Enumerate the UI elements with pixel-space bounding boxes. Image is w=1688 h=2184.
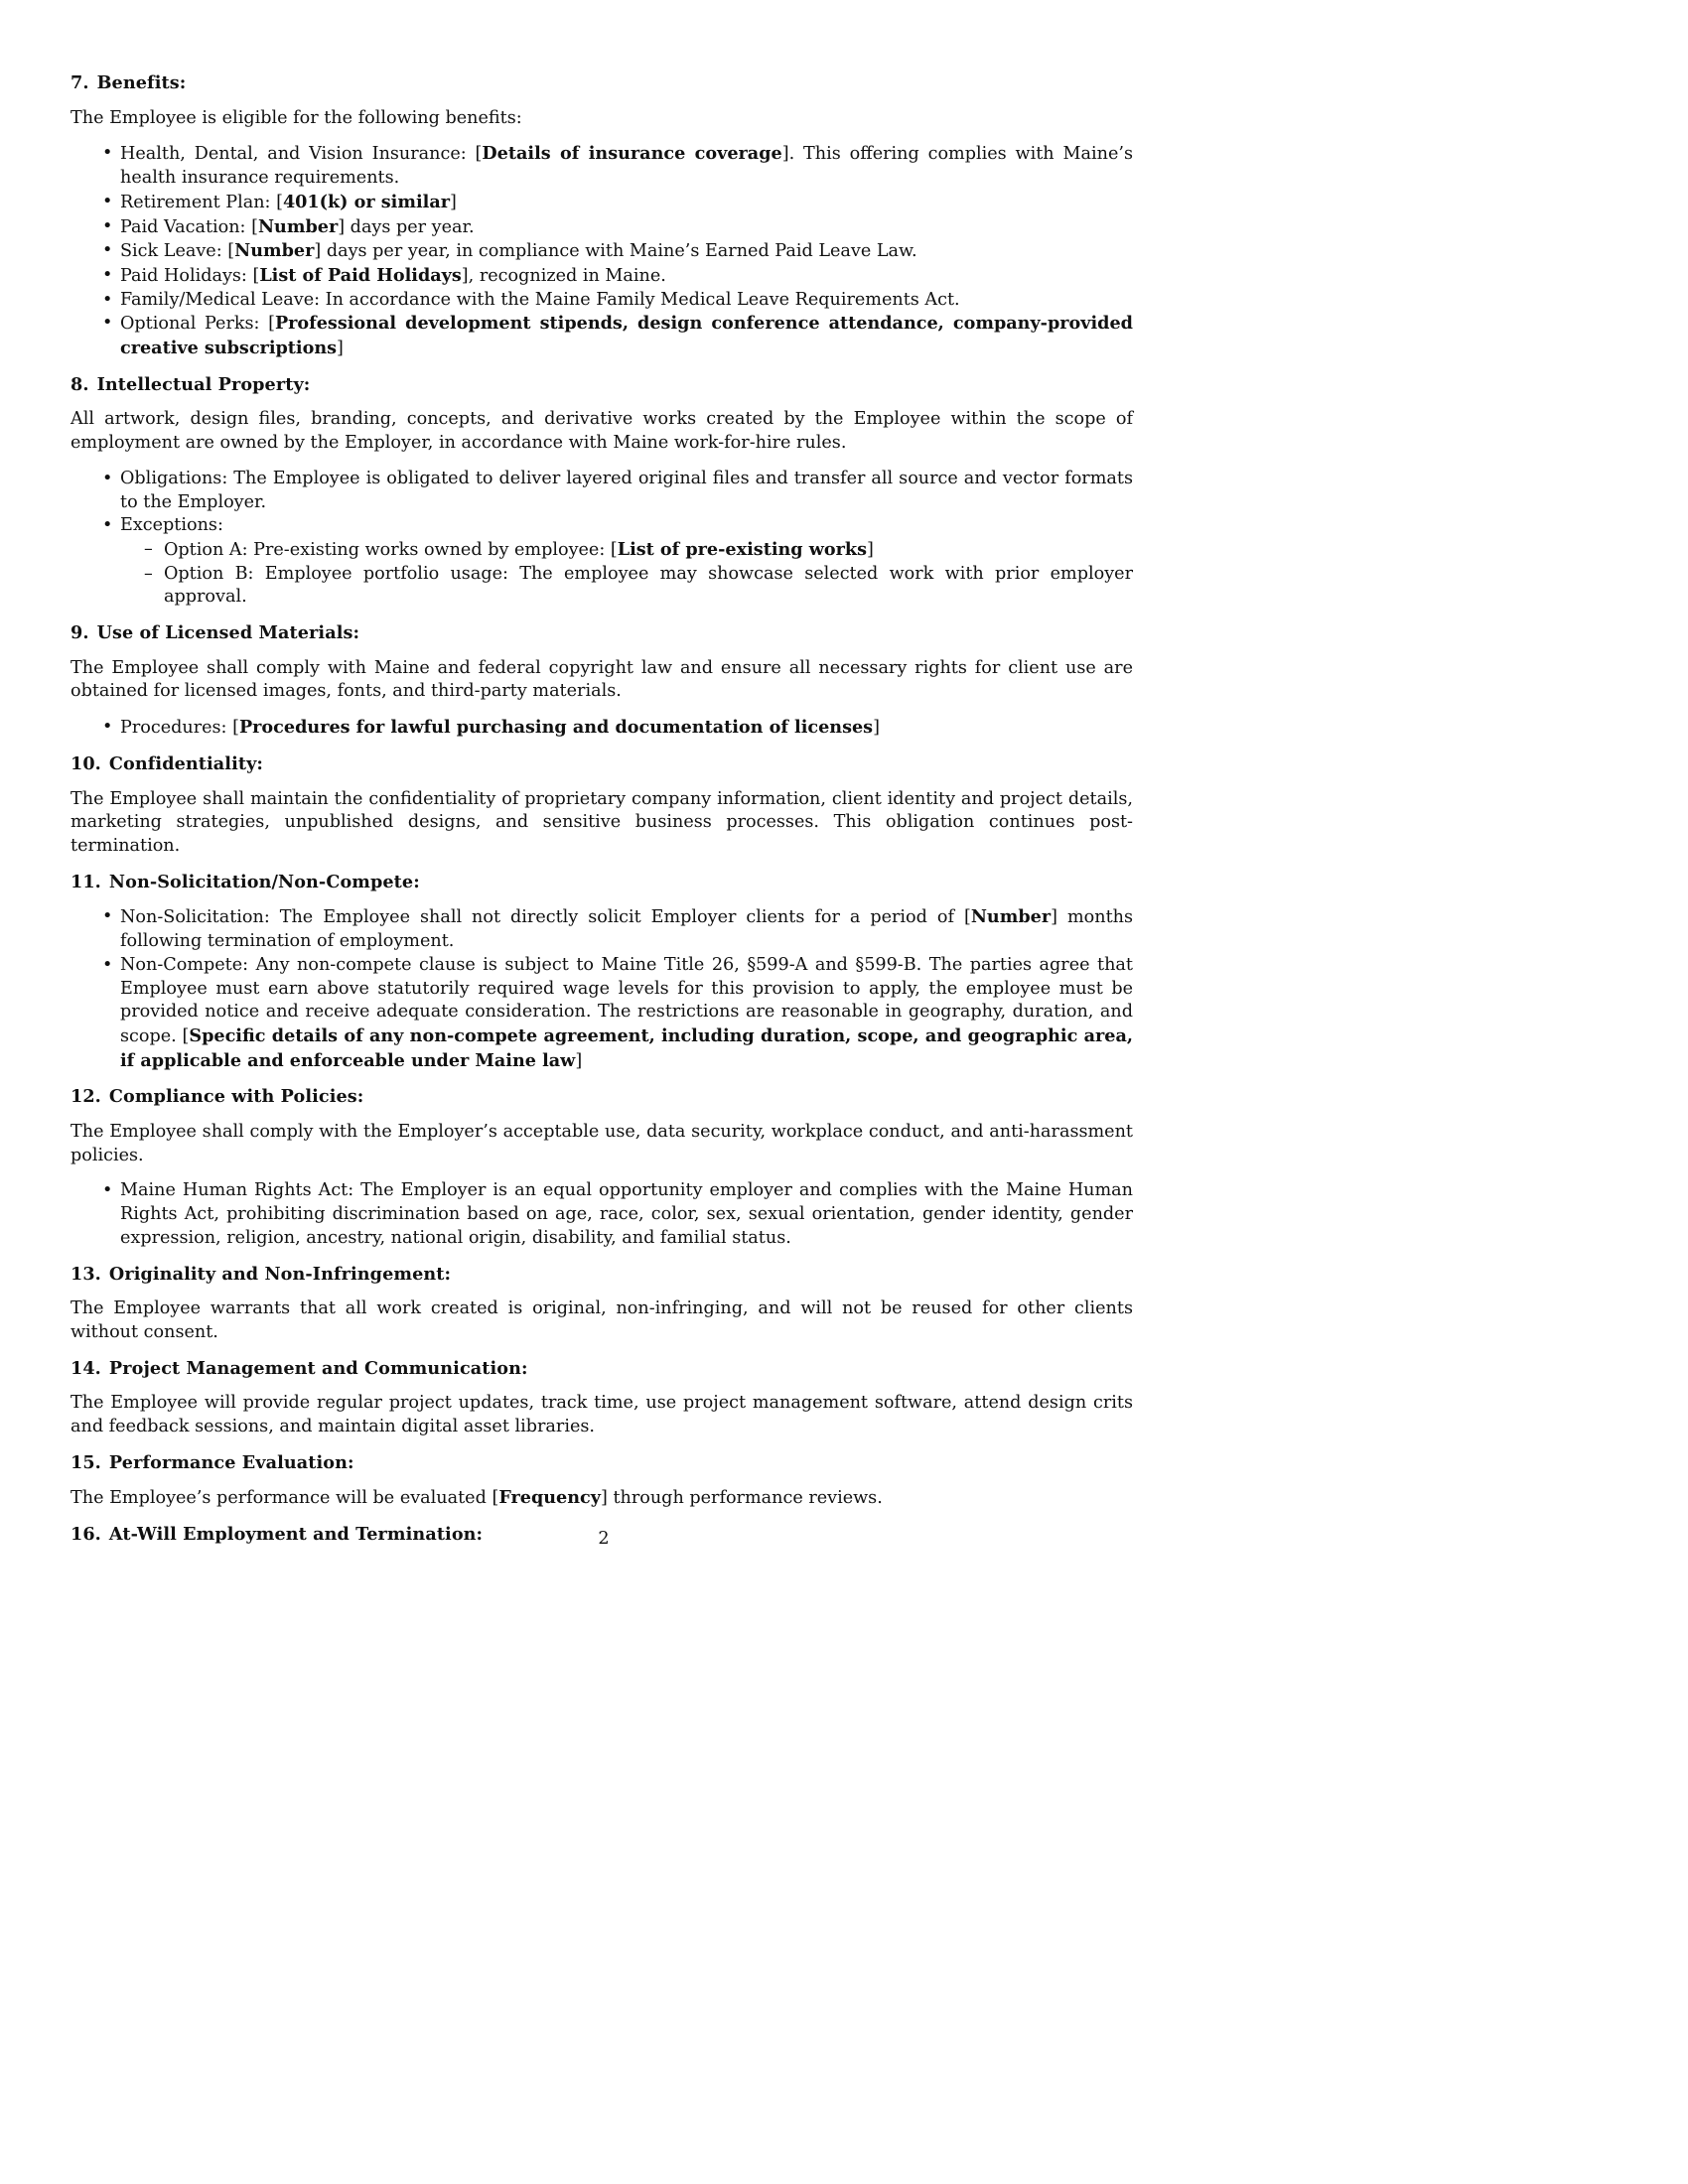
text-run: The Employee is eligible for the following benefits: [70,107,522,128]
paragraph [70,1486,1133,1511]
placeholder-text: Number [257,215,339,237]
placeholder-text: Specific details of any non-compete agreement, including duration, scope, and geographic area, if applicable and enforceable under Maine law [120,1024,1133,1071]
text-run: The Employee will provide regular project updates, track time, use project management software, attend design crits and feedback sessions, and maintain digital asset libraries. [70,1393,1133,1437]
placeholder-text: Number [234,240,315,262]
section-title: Performance Evaluation: [108,1451,354,1473]
section-heading [70,373,1133,397]
section-heading [70,621,1133,645]
text-run: Optional Perks: [ [120,314,275,335]
text-run: Family/Medical Leave: In accordance with the Maine Family Medical Leave Requirements Act. [120,289,960,310]
placeholder-text: Number [970,906,1052,928]
section-number: 10. [70,752,101,774]
bullet-list [70,142,1133,360]
section-heading [70,1357,1133,1381]
text-run: ] days per year, in compliance with Maine’s Earned Paid Leave Law. [314,241,917,262]
text-run: All artwork, design files, branding, concepts, and derivative works created by the Employee within the scope of employment are owned by the Employer, in accordance with Maine work-for-hire rules. [70,409,1133,454]
text-run: ] months following termination of employment. [120,907,1133,952]
text-run: ] [873,718,880,739]
list-item [70,312,1133,360]
text-run: ]. This offering complies with Maine’s health insurance requirements. [120,144,1133,189]
list-item [70,716,1133,741]
text-run: Paid Holidays: [ [120,265,260,286]
paragraph [70,1392,1133,1438]
section-title: Compliance with Policies: [108,1086,364,1108]
list-item [70,954,1133,1074]
text-run: Non-Compete: Any non-compete clause is subject to Maine Title 26, §599-A and §599-B. The parties agree that Employee must earn above statutorily required wage levels for this provision to apply, the employee must be provided notice and receive adequate consideration. The restrictions are reasonable in geography, duration, and scope. [ [120,954,1133,1046]
text-run: The Employee shall maintain the confidentiality of proprietary company information, client identity and project details, marketing strategies, unpublished designs, and sensitive business processes. This obligation continues post-termination. [70,788,1133,856]
section-title: At-Will Employment and Termination: [108,1524,484,1546]
section-heading [70,871,1133,894]
list-item [70,514,1133,610]
text-run: The Employee’s performance will be evaluated [ [70,1488,499,1509]
list-item [70,239,1133,264]
section-heading [70,752,1133,776]
text-run: The Employee shall comply with Maine and federal copyright law and ensure all necessary rights for client use are obtained for licensed images, fonts, and third-party materials. [70,657,1133,702]
section-title: Project Management and Communication: [108,1357,528,1379]
text-run: Sick Leave: [ [120,241,235,262]
list-item [70,142,1133,190]
paragraph [70,408,1133,455]
section-heading [70,1263,1133,1287]
section-title: Intellectual Property: [96,373,311,395]
paragraph [70,1297,1133,1344]
section-number: 11. [70,871,101,892]
sub-list-item [120,538,1133,563]
section-number: 9. [70,622,89,644]
list-item [70,1179,1133,1250]
text-run: Procedures: [ [120,718,239,739]
section-number: 13. [70,1263,101,1285]
text-run: Retirement Plan: [ [120,192,283,212]
text-run: Health, Dental, and Vision Insurance: [ [120,144,483,165]
text-run: Paid Vacation: [ [120,216,258,237]
page-number: 2 [598,1529,610,1549]
text-run: The Employee shall comply with the Employer’s acceptable use, data security, workplace conduct, and anti-harassment policies. [70,1122,1133,1165]
section-number: 12. [70,1086,101,1108]
section-title: Non-Solicitation/Non-Compete: [108,871,420,892]
section-number: 15. [70,1451,101,1473]
paragraph [70,1121,1133,1167]
bullet-list [70,1179,1133,1250]
text-run: Option A: Pre-existing works owned by employee: [ [164,539,618,560]
section-heading [70,71,1133,95]
placeholder-text: Procedures for lawful purchasing and documentation of licenses [238,717,874,739]
document-body [70,71,1133,1559]
list-item [70,264,1133,289]
sub-list [120,538,1133,610]
text-run: ] [575,1050,583,1071]
section-heading [70,1451,1133,1475]
paragraph [70,657,1133,704]
list-item [70,468,1133,514]
bullet-list [70,468,1133,610]
text-run: The Employee warrants that all work created is original, non-infringing, and will not be reused for other clients without consent. [70,1298,1133,1342]
list-item [70,215,1133,240]
text-run: Non-Solicitation: The Employee shall not directly solicit Employer clients for a period of [ [120,907,971,928]
sub-list-item [120,563,1133,610]
text-run: Obligations: The Employee is obligated to deliver layered original files and transfer all source and vector formats to the Employer. [120,468,1133,512]
section-title: Use of Licensed Materials: [96,622,360,644]
list-item [70,289,1133,313]
bullet-list [70,716,1133,741]
section-title: Originality and Non-Infringement: [108,1263,452,1285]
placeholder-text: List of pre-existing works [617,538,867,560]
section-title: Benefits: [96,72,187,93]
section-number: 7. [70,72,89,93]
text-run: ] days per year. [338,216,475,237]
text-run: ] [337,339,344,359]
placeholder-text: 401(k) or similar [282,191,450,212]
text-run: ] [866,539,874,560]
placeholder-text: Frequency [498,1487,601,1509]
text-run: ] through performance reviews. [600,1488,883,1509]
section-number: 14. [70,1357,101,1379]
section-number: 16. [70,1524,101,1546]
text-run: ] [450,192,457,212]
text-run: ], recognized in Maine. [461,265,666,286]
text-run: Option B: Employee portfolio usage: The employee may showcase selected work with prior employer approval. [164,563,1133,608]
paragraph [70,788,1133,859]
section-heading [70,1085,1133,1109]
bullet-list [70,905,1133,1073]
list-item [70,905,1133,953]
paragraph [70,107,1133,131]
placeholder-text: List of Paid Holidays [259,264,462,286]
section-number: 8. [70,373,89,395]
text-run: Exceptions: [120,515,223,536]
list-item [70,191,1133,215]
section-title: Confidentiality: [108,752,264,774]
placeholder-text: Professional development stipends, design conference attendance, company-provided creative subscriptions [120,313,1133,359]
text-run: Maine Human Rights Act: The Employer is an equal opportunity employer and complies with the Maine Human Rights Act, prohibiting discrimination based on age, race, color, sex, sexual orientation, gender identity, gender expression, religion, ancestry, national origin, disability, and familial status. [120,1180,1133,1248]
placeholder-text: Details of insurance coverage [482,143,782,165]
